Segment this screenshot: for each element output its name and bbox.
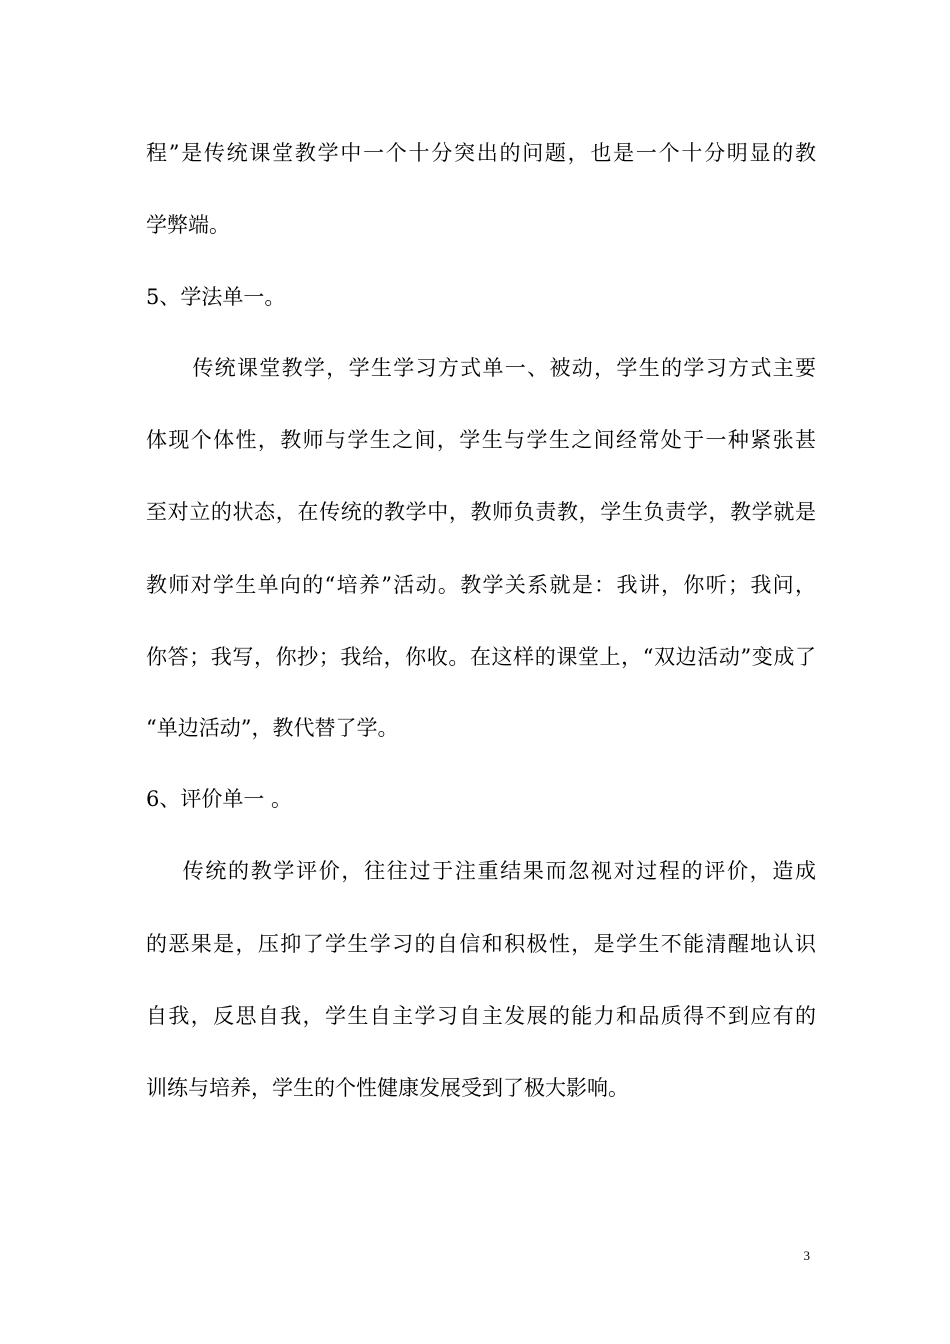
text-line: 训练与培养，学生的个性健康发展受到了极大影响。: [146, 1076, 629, 1100]
text-line: “单边活动”，教代替了学。: [146, 716, 399, 740]
text-line: 体现个体性，教师与学生之间，学生与学生之间经常处于一种紧张甚: [146, 428, 816, 452]
text-line: 传统的教学评价，往往过于注重结果而忽视对过程的评价，造成: [160, 859, 816, 883]
page-number: 3: [803, 1248, 810, 1263]
text-line: 传统课堂教学，学生学习方式单一、被动，学生的学习方式主要: [170, 356, 816, 380]
text-line: 至对立的状态，在传统的教学中，教师负责教，学生负责学，教学就是: [146, 500, 816, 524]
text-line: 自我，反思自我，学生自主学习自主发展的能力和品质得不到应有的: [146, 1004, 816, 1028]
text-line: 程”是传统课堂教学中一个十分突出的问题，也是一个十分明显的教: [146, 141, 816, 165]
text-line: 你答；我写，你抄；我给，你收。在这样的课堂上，“双边活动”变成了: [146, 645, 816, 669]
section-heading: 5、学法单一。: [146, 285, 286, 309]
section-heading: 6、评价单一 。: [146, 787, 293, 811]
text-line: 教师对学生单向的“培养”活动。教学关系就是：我讲，你听；我问，: [146, 573, 816, 597]
text-line: 学弊端。: [146, 213, 230, 237]
text-line: 的恶果是，压抑了学生学习的自信和积极性，是学生不能清醒地认识: [146, 932, 816, 956]
